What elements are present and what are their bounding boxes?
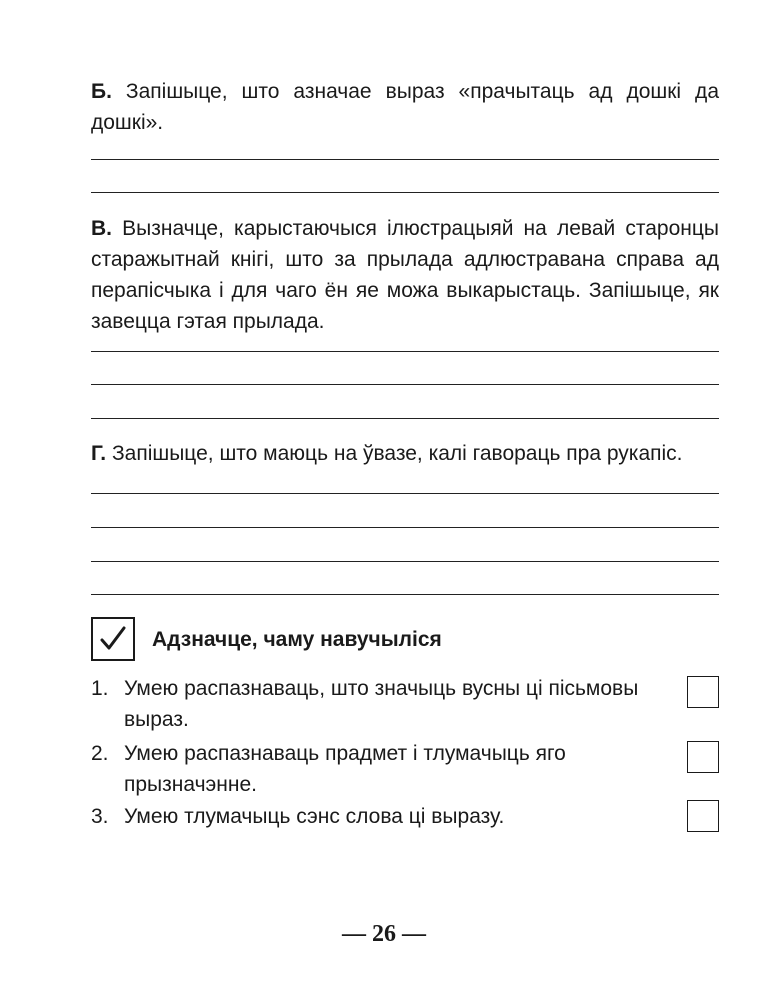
task-v-letter: В. [91, 217, 112, 240]
goal-number: 2. [91, 742, 109, 765]
task-g-text: Запішыце, што маюць на ўвазе, калі гавораць пра рукапіс. [106, 442, 683, 465]
task-g [91, 438, 719, 469]
answer-line[interactable] [91, 527, 719, 528]
goal-item-2 [91, 738, 671, 800]
task-v [91, 213, 719, 337]
answer-line[interactable] [91, 594, 719, 595]
goal-number: 3. [91, 805, 109, 828]
answer-line[interactable] [91, 561, 719, 562]
task-b-letter: Б. [91, 80, 112, 103]
task-v-text: Вызначце, карыстаючыся ілюстрацыяй на левай старонцы старажытнай кнігі, што за прылада адлюстравана справа ад перапісчыка і для чаго ён яе можа выкарыстаць. Запішыце, як завецца гэтая прылада. [91, 217, 719, 333]
goal-checkbox-1[interactable] [687, 676, 719, 708]
answer-line[interactable] [91, 159, 719, 160]
checkmark-icon-glyph [99, 625, 127, 653]
goal-text: Умею распазнаваць прадмет і тлумачыць яго прызначэнне. [124, 742, 566, 796]
answer-line[interactable] [91, 418, 719, 419]
goal-checkbox-2[interactable] [687, 741, 719, 773]
goal-text: Умею распазнаваць, што значыць вусны ці пісьмовы выраз. [124, 677, 639, 731]
answer-line[interactable] [91, 384, 719, 385]
task-b-text: Запішыце, што азначае выраз «прачытаць ад дошкі да дошкі». [91, 80, 719, 134]
goal-number: 1. [91, 677, 109, 700]
goal-checkbox-3[interactable] [687, 800, 719, 832]
answer-line[interactable] [91, 192, 719, 193]
task-b [91, 76, 719, 138]
answer-line[interactable] [91, 351, 719, 352]
goal-text: Умею тлумачыць сэнс слова ці выразу. [124, 805, 505, 828]
self-check-title: Адзначце, чаму навучыліся [152, 628, 442, 651]
answer-line[interactable] [91, 493, 719, 494]
goal-item-3 [91, 801, 671, 832]
checkmark-icon [91, 617, 135, 661]
page-number: — 26 — [342, 921, 426, 947]
task-g-letter: Г. [91, 442, 107, 465]
goal-item-1 [91, 673, 671, 735]
